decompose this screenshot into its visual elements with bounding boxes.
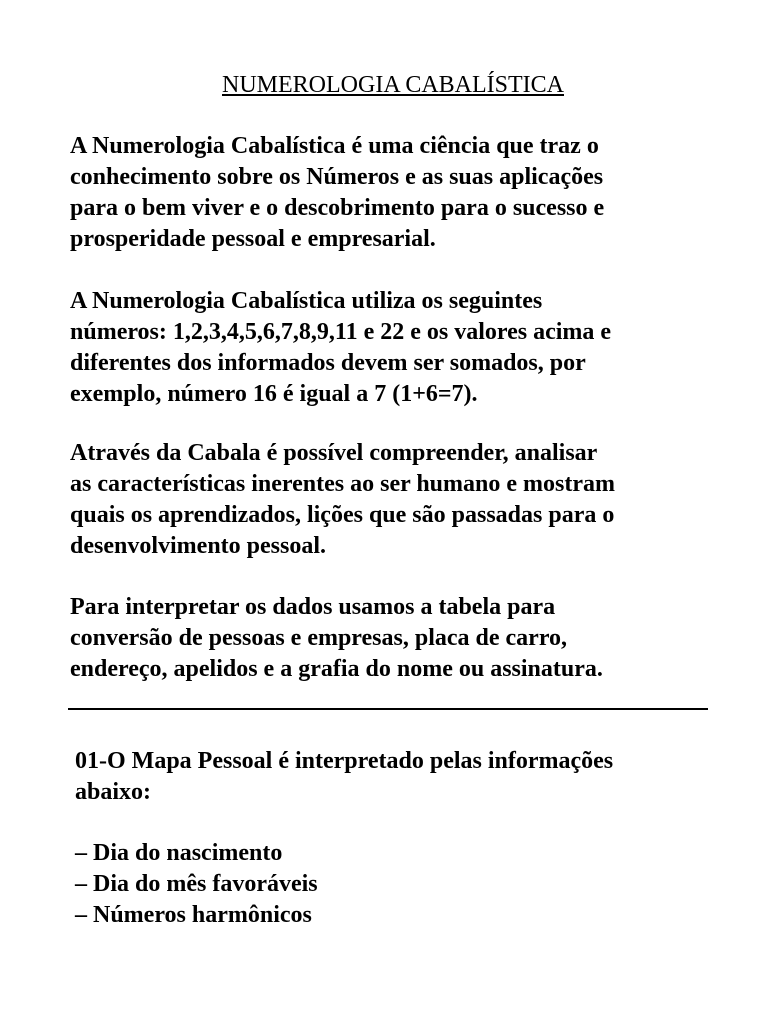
document-title: NUMEROLOGIA CABALÍSTICA [222,72,564,98]
list-item: – Dia do mês favoráveis [75,871,318,897]
paragraph-intro: A Numerologia Cabalística é uma ciência que traz o conhecimento sobre os Números e as suas aplicações para o bem viver e o descobrimento para o sucesso e prosperidade pessoal e empresarial. [70,133,605,252]
list-item: – Dia do nascimento [75,840,283,866]
section-heading-mapa-pessoal: 01-O Mapa Pessoal é interpretado pelas informações abaixo: [75,748,614,805]
info-list [75,838,318,931]
paragraph-numbers: A Numerologia Cabalística utiliza os seguintes números: 1,2,3,4,5,6,7,8,9,11 e 22 e os valores acima e diferentes dos informados devem ser somados, por exemplo, número 16 é igual a 7 (1+6=7). [70,288,612,407]
list-item: – Números harmônicos [75,902,312,928]
horizontal-divider [68,708,708,710]
paragraph-cabala: Através da Cabala é possível compreender, analisar as características inerentes ao ser humano e mostram quais os aprendizados, lições que são passadas para o desenvolvimento pessoal. [70,440,615,559]
paragraph-interpretation: Para interpretar os dados usamos a tabela para conversão de pessoas e empresas, placa de carro, endereço, apelidos e a grafia do nome ou assinatura. [70,594,603,682]
